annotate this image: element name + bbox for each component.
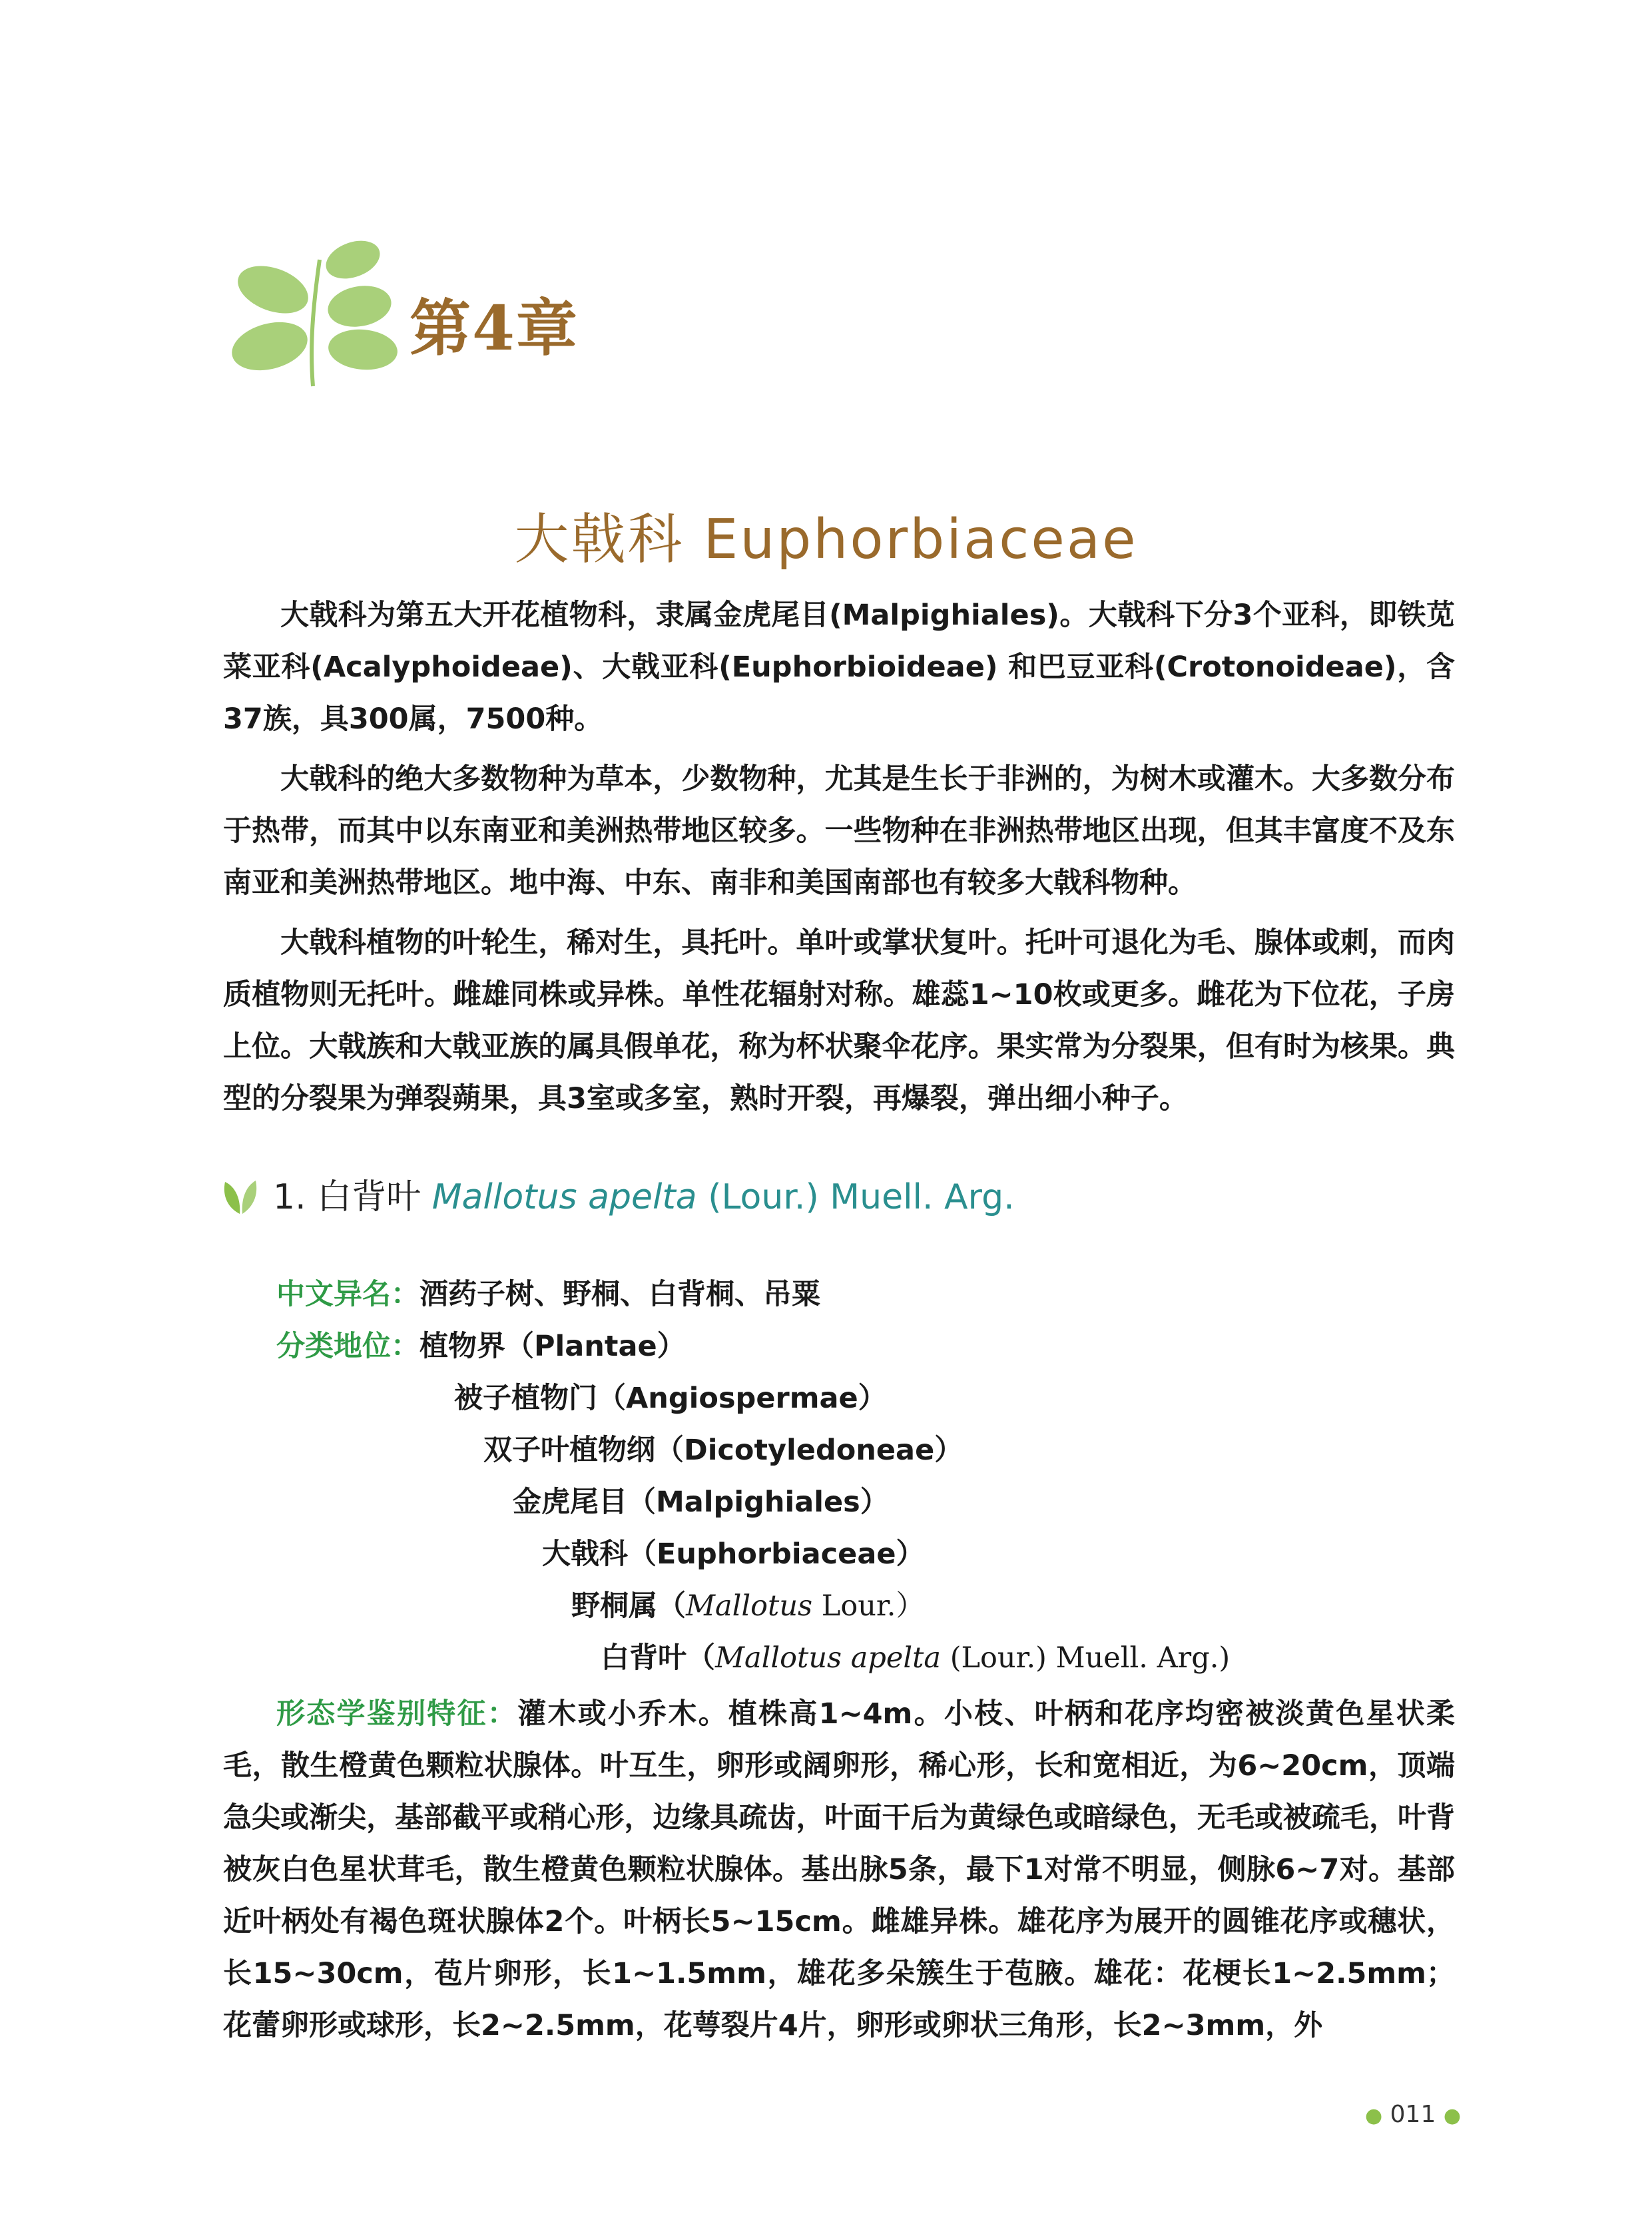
species-italic: Mallotus apelta: [715, 1641, 942, 1675]
genus-cn: 野桐属（: [571, 1589, 686, 1623]
alias-label: 中文异名：: [276, 1278, 419, 1311]
page-number-text: 011: [1390, 2101, 1436, 2128]
alias-value: 酒药子树、野桐、白背桐、吊粟: [419, 1278, 820, 1311]
species-heading: [220, 1169, 1485, 1222]
chapter-title: 第4章: [410, 292, 579, 364]
taxon-species: [601, 1635, 1230, 1676]
taxon-class: 双子叶植物纲（Dicotyledoneae）: [483, 1434, 964, 1467]
species-scientific-name: Mallotus apelta: [431, 1177, 697, 1217]
genus-tail: Lour.）: [812, 1589, 925, 1623]
species-title: [273, 1169, 1015, 1219]
alias-line: [276, 1272, 820, 1312]
species-tail: (Lour.) Muell. Arg.): [941, 1641, 1231, 1675]
page-number: [1365, 2101, 1461, 2128]
intro-paragraph: 大戟科为第五大开花植物科，隶属金虎尾目(Malpighiales)。大戟科下分3个亚科，即铁苋菜亚科(Acalyphoideae)、大戟亚科(Euphorbioideae) 和巴豆亚科(Crotonoideae)，含37族，具300属，7500种。: [223, 599, 1455, 736]
intro-paragraph: 大戟科的绝大多数物种为草本，少数物种，尤其是生长于非洲的，为树木或灌木。大多数分布于热带，而其中以东南亚和美洲热带地区较多。一些物种在非洲热带地区出现，但其丰富度不及东南亚和美洲热带地区。地中海、中东、南非和美国南部也有较多大戟科物种。: [223, 762, 1455, 900]
family-title: 大戟科 Euphorbiaceae: [514, 508, 1138, 571]
sprout-icon: [220, 1174, 262, 1217]
morphology-paragraph: [223, 1688, 1455, 2052]
taxonomy-line: [276, 1324, 686, 1364]
taxon-genus: [571, 1583, 924, 1624]
taxon-division: 被子植物门（Angiospermae）: [454, 1382, 887, 1415]
species-cn: 白背叶（: [601, 1641, 715, 1675]
morphology-section: [223, 1688, 1455, 2052]
genus-italic: Mallotus: [686, 1589, 813, 1623]
chapter-header: [220, 233, 686, 393]
bullet-dot-icon: ●: [1443, 2104, 1461, 2127]
morphology-text: 灌木或小乔木。植株高1~4m。小枝、叶柄和花序均密被淡黄色星状柔毛，散生橙黄色颗粒状腺体。叶互生，卵形或阔卵形，稀心形，长和宽相近，为6~20cm，顶端急尖或渐尖，基部截平或稍心形，边缘具疏齿，叶面干后为黄绿色或暗绿色，无毛或被疏毛，叶背被灰白色星状茸毛，散生橙黄色颗粒状腺体。基出脉5条，最下1对常不明显，侧脉6~7对。基部近叶柄处有褐色斑状腺体2个。叶柄长5~15cm。雌雄异株。雄花序为展开的圆锥花序或穗状，长15~30cm，苞片卵形，长1~1.5mm，雄花多朵簇生于苞腋。雄花：花梗长1~2.5mm；花蕾卵形或球形，长2~2.5mm，花萼裂片4片，卵形或卵状三角形，长2~3mm，外: [223, 1697, 1455, 2042]
bullet-dot-icon: ●: [1365, 2104, 1383, 2127]
species-number-name: 1. 白背叶: [273, 1177, 432, 1217]
intro-section: [223, 589, 1455, 1133]
morphology-label: 形态学鉴别特征：: [276, 1697, 518, 1731]
species-authority: (Lour.) Muell. Arg.: [696, 1177, 1015, 1217]
taxon-kingdom: 植物界（Plantae）: [419, 1330, 686, 1363]
taxonomy-label: 分类地位：: [276, 1330, 419, 1363]
leaf-branch-icon: [220, 233, 406, 393]
intro-paragraph: 大戟科植物的叶轮生，稀对生，具托叶。单叶或掌状复叶。托叶可退化为毛、腺体或刺，而肉质植物则无托叶。雌雄同株或异株。单性花辐射对称。雄蕊1~10枚或更多。雌花为下位花，子房上位。大戟族和大戟亚族的属具假单花，称为杯状聚伞花序。果实常为分裂果，但有时为核果。典型的分裂果为弹裂蒴果，具3室或多室，熟时开裂，再爆裂，弹出细小种子。: [223, 926, 1455, 1115]
taxon-family: 大戟科（Euphorbiaceae）: [542, 1537, 925, 1571]
taxon-order: 金虎尾目（Malpighiales）: [513, 1486, 889, 1519]
